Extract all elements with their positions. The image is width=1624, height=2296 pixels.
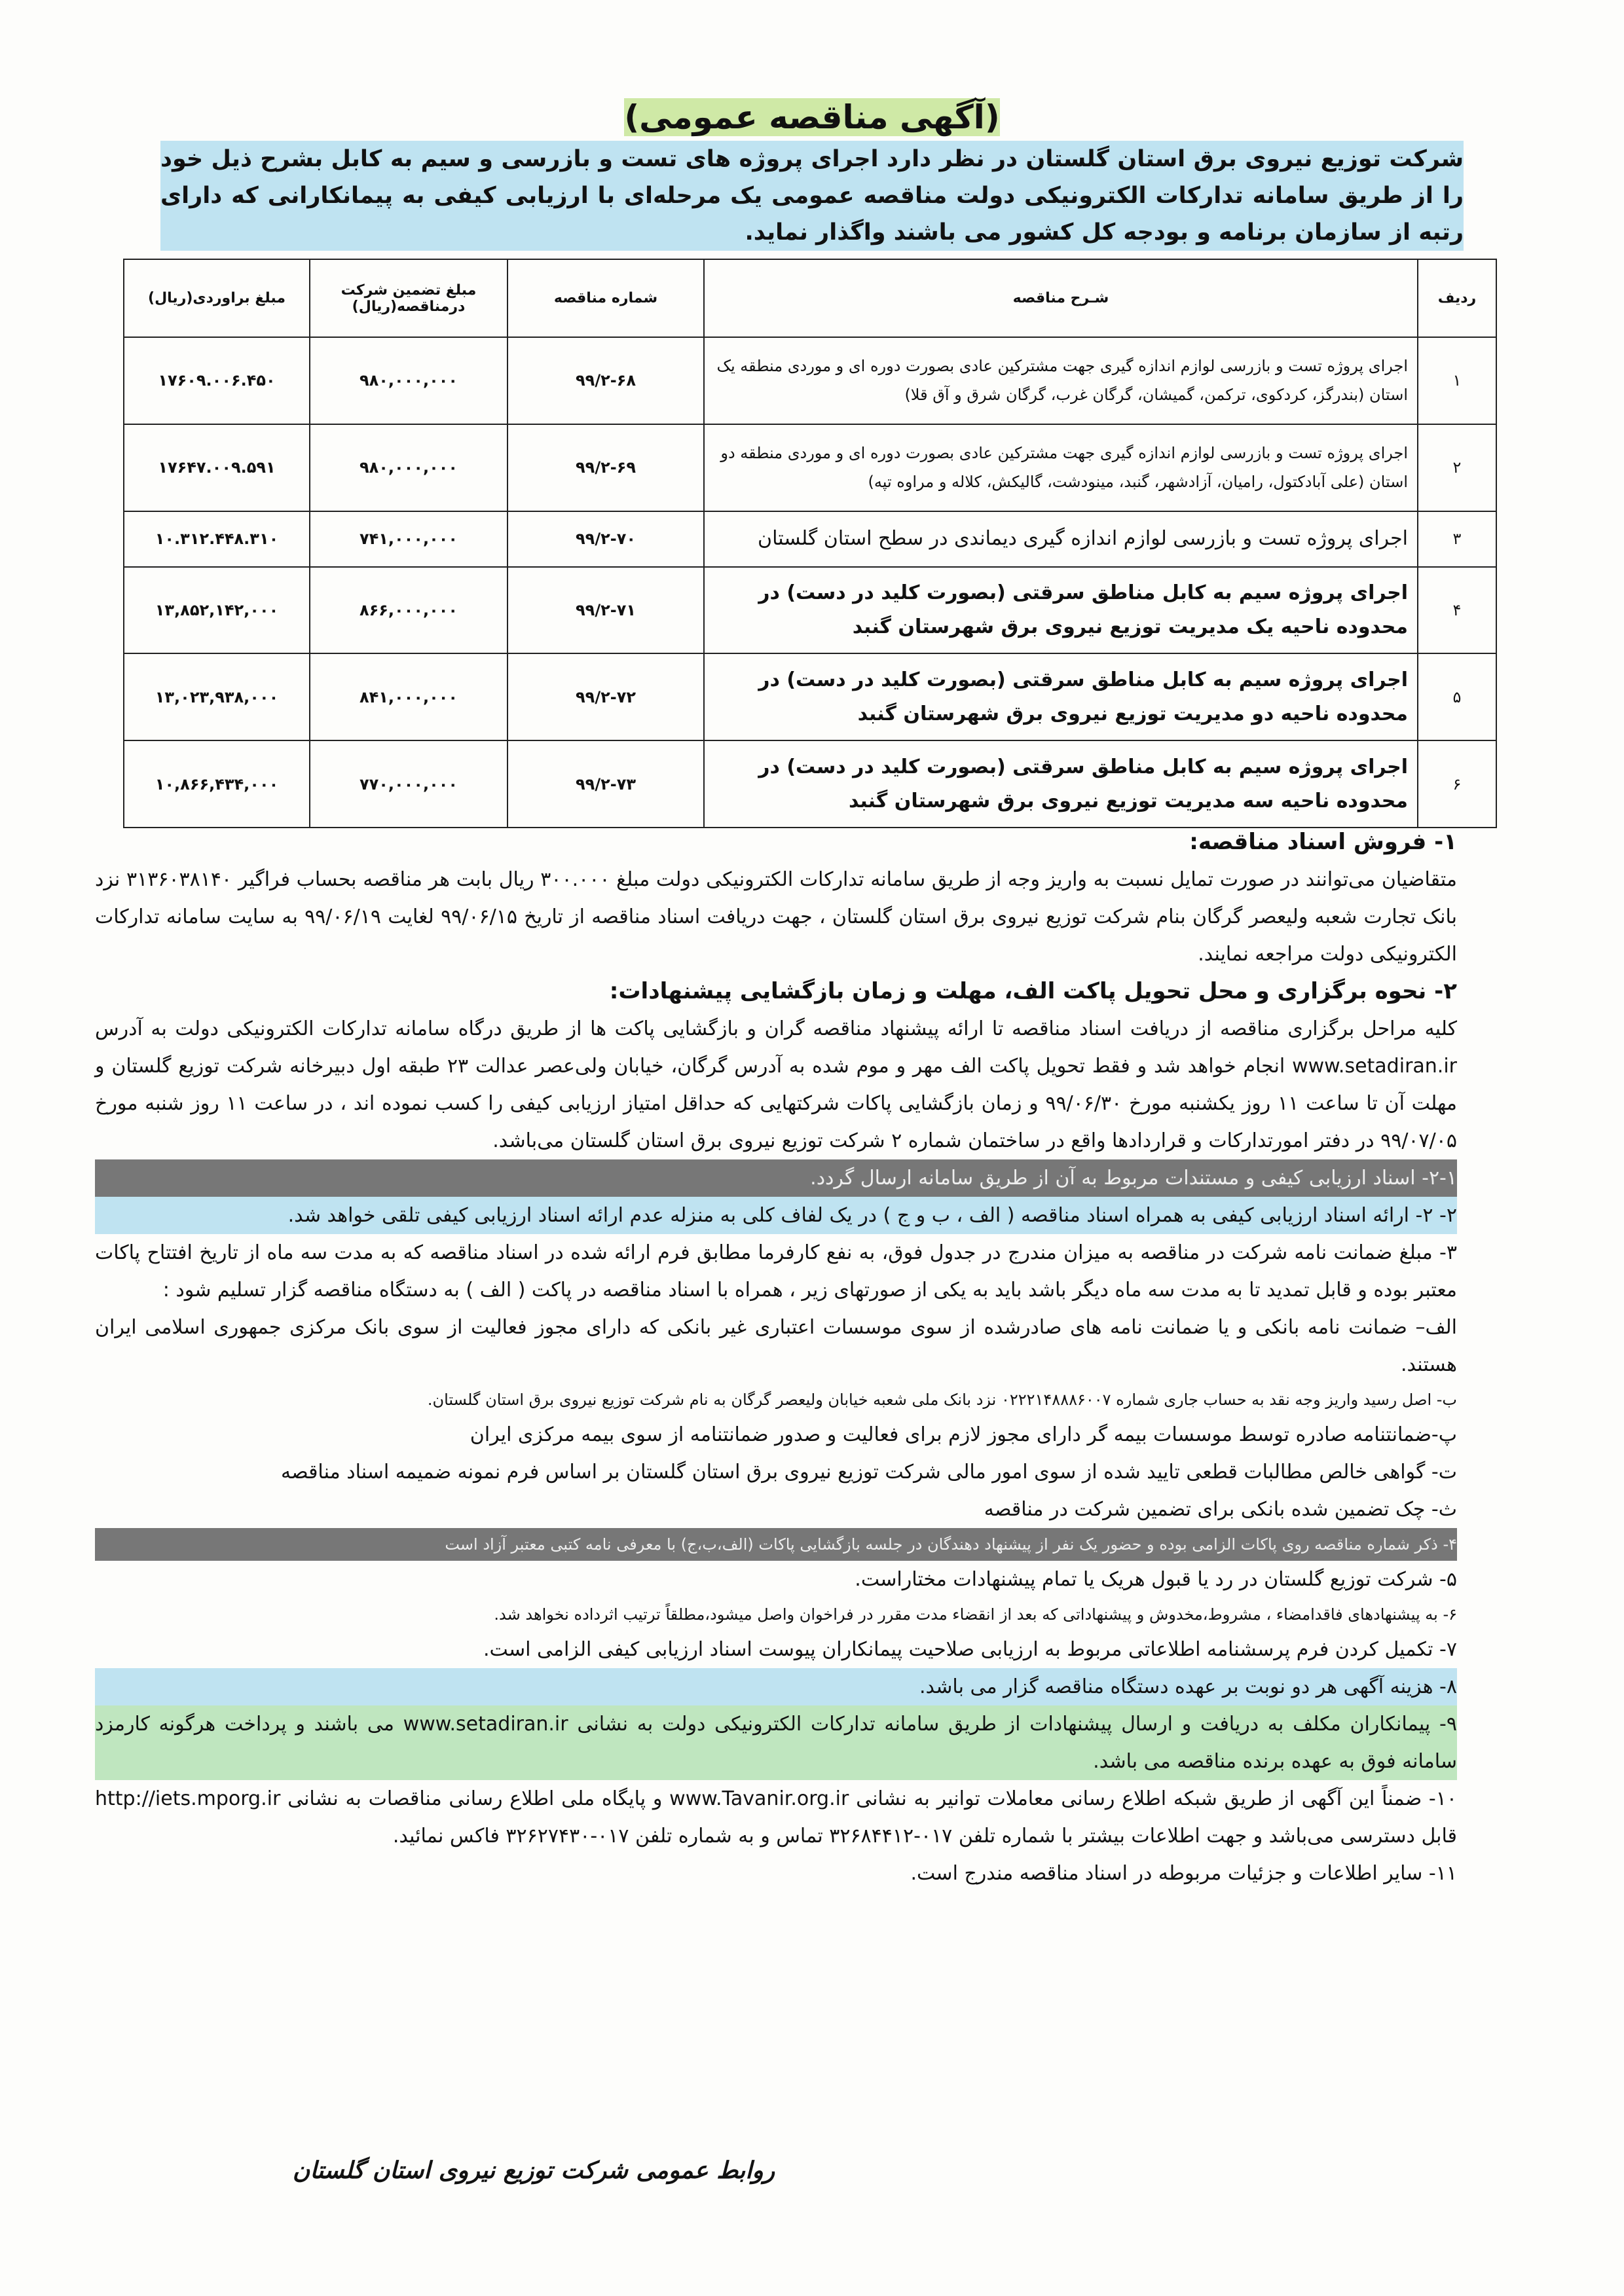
row-tender-number: ۹۹/۲-۶۸	[507, 337, 704, 424]
section-3-pe: پ-ضمانتنامه صادره توسط موسسات بیمه گر دارای مجوز لازم برای فعالیت و صدور ضمانتنامه از سوی بیمه مرکزی ایران	[470, 1423, 1457, 1446]
section-5: ۵- شرکت توزیع گلستان در رد یا قبول هریک یا تمام پیشنهادات مختاراست.	[855, 1568, 1457, 1591]
row-estimate: ۱۰.۳۱۲.۴۴۸.۳۱۰	[124, 511, 310, 567]
row-estimate: ۱۷۶۴۷.۰۰۹.۵۹۱	[124, 424, 310, 511]
table-row	[124, 653, 1496, 740]
header-tender-number: شماره مناقصه	[507, 259, 704, 337]
table-row	[124, 740, 1496, 828]
row-number: ۱	[1418, 337, 1496, 424]
row-description: اجرای پروژه تست و بازرسی لوازم اندازه گیری دیماندی در سطح استان گلستان	[704, 511, 1418, 567]
row-description: اجرای پروژه تست و بازرسی لوازم اندازه گیری جهت مشترکین عادی بصورت دوره ای و موردی منطقه یک استان (بندرگز، کردکوی، ترکمن، گمیشان، گرگان غرب، گرگان شرق و آق قلا)	[704, 337, 1418, 424]
row-description: اجرای پروژه سیم به کابل مناطق سرقتی (بصورت کلید در دست) در محدوده ناحیه سه مدیریت توزیع نیروی برق شهرستان گنبد	[704, 740, 1418, 828]
row-estimate: ۱۳,۸۵۲,۱۴۲,۰۰۰	[124, 567, 310, 654]
section-11: ۱۱- سایر اطلاعات و جزئیات مربوطه در اسناد مناقصه مندرج است.	[910, 1862, 1457, 1885]
section-3-te: ت- گواهی خالص مطالبات قطعی تایید شده از سوی امور مالی شرکت توزیع نیروی برق استان گلستان بر اساس فرم نمونه ضمیمه اسناد مناقصه	[280, 1461, 1457, 1484]
header-description: شـرح مناقصه	[704, 259, 1418, 337]
row-estimate: ۱۳,۰۲۳,۹۳۸,۰۰۰	[124, 653, 310, 740]
section-3-se: ث- چک تضمین شده بانکی برای تضمین شرکت در مناقصه	[984, 1498, 1457, 1521]
section-2-title: ۲- نحوه برگزاری و محل تحویل پاکت الف، مهلت و زمان بازگشایی پیشنهادات:	[609, 978, 1457, 1004]
section-10: ۱۰- ضمناً این آگهی از طریق شبکه اطلاع رسانی معاملات توانیر به نشانی www.Tavanir.org.ir و پایگاه ملی اطلاع رسانی مناقصات به نشانی http://iets.mporg.ir قابل دسترسی می‌باشد و جهت اطلاعات بیشتر با شماره تلفن ۰۱۷-۳۲۶۸۴۴۱۲ تماس و به شماره تلفن ۰۱۷-۳۲۶۲۷۴۳۰ فاکس نمائید.	[95, 1787, 1457, 1848]
intro-paragraph: شرکت توزیع نیروی برق استان گلستان در نظر دارد اجرای پروژه های تست و بازرسی و سیم به کابل بشرح ذیل خود را از طریق سامانه تدارکات الکترونیکی دولت مناقصه عمومی یک مرحله‌ای با ارزیابی کیفی به پیمانکارانی که دارای رتبه از سازمان برنامه و بودجه کل کشور می باشند واگذار نماید.	[160, 141, 1464, 251]
section-2-1: ۲-۱- اسناد ارزیابی کیفی و مستندات مربوط به آن از طریق سامانه ارسال گردد.	[95, 1159, 1457, 1197]
section-1-title: ۱- فروش اسناد مناقصه:	[1189, 829, 1457, 855]
row-tender-number: ۹۹/۲-۷۳	[507, 740, 704, 828]
header-row-number: ردیف	[1418, 259, 1496, 337]
footer-signature: روابط عمومی شرکت توزیع نیروی استان گلستان	[292, 2157, 775, 2184]
row-number: ۲	[1418, 424, 1496, 511]
row-guarantee: ۹۸۰,۰۰۰,۰۰۰	[310, 337, 507, 424]
section-2-2: ۲- ۲- ارائه اسناد ارزیابی کیفی به همراه اسناد مناقصه ( الف ، ب و ج ) در یک لفاف کلی به منزله عدم ارائه اسناد ارزیابی کیفی تلقی خواهد شد.	[95, 1197, 1457, 1234]
header-estimate: مبلغ براوردی(ریال)	[124, 259, 310, 337]
row-estimate: ۱۷۶۰۹.۰۰۶.۴۵۰	[124, 337, 310, 424]
row-tender-number: ۹۹/۲-۷۰	[507, 511, 704, 567]
section-2-body: کلیه مراحل برگزاری مناقصه از دریافت اسناد مناقصه تا ارائه پیشنهاد مناقصه گران و بازگشایی پاکت ها از طریق درگاه سامانه تدارکات الکترونیکی دولت به آدرس www.setadiran.ir انجام خواهد شد و فقط تحویل پاکت الف مهر و موم شده به آدرس گرگان، خیابان ولی‌عصر عدالت ۲۳ طبقه اول دبیرخانه شرکت توزیع گلستان و مهلت آن تا ساعت ۱۱ روز یکشنبه مورخ ۹۹/۰۶/۳۰ و زمان بازگشایی پاکات شرکتهایی که حداقل امتیاز ارزیابی کیفی را کسب نموده اند ، در ساعت ۱۱ روز شنبه مورخ ۹۹/۰۷/۰۵ در دفتر امورتدارکات و قراردادها واقع در ساختمان شماره ۲ شرکت توزیع نیروی برق استان گلستان می‌باشد.	[95, 1017, 1458, 1152]
table-row	[124, 567, 1496, 654]
section-4: ۴- ذکر شماره مناقصه روی پاکات الزامی بوده و حضور یک نفر از پیشنهاد دهندگان در جلسه بازگشایی پاکات (الف،ب،ج) با معرفی نامه کتبی معتبر آزاد است	[95, 1528, 1457, 1561]
row-description: اجرای پروژه تست و بازرسی لوازم اندازه گیری جهت مشترکین عادی بصورت دوره ای و موردی منطقه دو استان (علی آبادکتول، رامیان، آزادشهر، گنبد، مینودشت، گالیکش، کلاله و مراوه تپه)	[704, 424, 1418, 511]
tenders-table	[123, 259, 1497, 828]
row-tender-number: ۹۹/۲-۶۹	[507, 424, 704, 511]
section-8: ۸- هزینه آگهی هر دو نوبت بر عهده دستگاه مناقصه گزار می باشد.	[95, 1668, 1457, 1705]
section-1-body: متقاضیان می‌توانند در صورت تمایل نسبت به واریز وجه از طریق سامانه تدارکات الکترونیکی دولت مبلغ ۳۰۰.۰۰۰ ریال بابت هر مناقصه بحساب فراگیر ۳۱۳۶۰۳۸۱۴۰ نزد بانک تجارت شعبه ولیعصر گرگان بنام شرکت توزیع نیروی برق استان گلستان ، جهت دریافت اسناد مناقصه از تاریخ ۹۹/۰۶/۱۵ لغایت ۹۹/۰۶/۱۹ به سایت سامانه تدارکات الکترونیکی دولت مراجعه نمایند.	[95, 868, 1458, 966]
header-guarantee: مبلغ تضمین شرکت درمناقصه(ریال)	[310, 259, 507, 337]
page-title	[0, 98, 1624, 136]
row-guarantee: ۸۶۶,۰۰۰,۰۰۰	[310, 567, 507, 654]
row-tender-number: ۹۹/۲-۷۲	[507, 653, 704, 740]
row-guarantee: ۸۴۱,۰۰۰,۰۰۰	[310, 653, 507, 740]
notice-sections	[95, 824, 1457, 1892]
section-9: ۹- پیمانکاران مکلف به دریافت و ارسال پیشنهادات از طریق سامانه تدارکات الکترونیکی دولت به نشانی www.setadiran.ir می باشند و پرداخت هرگونه کارمزد سامانه فوق به عهده برنده مناقصه می باشد.	[95, 1705, 1457, 1780]
row-number: ۶	[1418, 740, 1496, 828]
row-number: ۵	[1418, 653, 1496, 740]
table-header-row	[124, 259, 1496, 337]
row-guarantee: ۹۸۰,۰۰۰,۰۰۰	[310, 424, 507, 511]
section-7: ۷- تکمیل کردن فرم پرسشنامه اطلاعاتی مربوط به ارزیابی صلاحیت پیمانکاران پیوست اسناد ارزیابی کیفی الزامی است.	[483, 1638, 1457, 1661]
table-row	[124, 337, 1496, 424]
section-3: ۳- مبلغ ضمانت نامه شرکت در مناقصه به میزان مندرج در جدول فوق، به نفع کارفرما مطابق فرم ارائه شده در اسناد مناقصه که به مدت سه ماه از تاریخ افتتاح پاکات معتبر بوده و قابل تمدید تا به مدت سه ماه دیگر باشد باید به یکی از صورتهای زیر ، همراه با اسناد مناقصه در پاکت ( الف ) به دستگاه مناقصه گزار تسلیم شود :	[95, 1241, 1457, 1302]
section-3-alef: الف– ضمانت نامه بانکی و یا ضمانت نامه های صادرشده از سوی موسسات اعتباری غیر بانکی که دارای مجوز فعالیت از سوی بانک مرکزی جمهوری اسلامی ایران هستند.	[95, 1316, 1457, 1376]
row-estimate: ۱۰,۸۶۶,۴۳۴,۰۰۰	[124, 740, 310, 828]
table-row	[124, 424, 1496, 511]
row-guarantee: ۷۷۰,۰۰۰,۰۰۰	[310, 740, 507, 828]
row-tender-number: ۹۹/۲-۷۱	[507, 567, 704, 654]
table-row	[124, 511, 1496, 567]
row-number: ۳	[1418, 511, 1496, 567]
row-guarantee: ۷۴۱,۰۰۰,۰۰۰	[310, 511, 507, 567]
row-description: اجرای پروژه سیم به کابل مناطق سرقتی (بصورت کلید در دست) در محدوده ناحیه دو مدیریت توزیع نیروی برق شهرستان گنبد	[704, 653, 1418, 740]
section-3-be: ب- اصل رسید واریز وجه نقد به حساب جاری شماره ۰۲۲۲۱۴۸۸۸۶۰۰۷ نزد بانک ملی شعبه خیابان ولیعصر گرگان به نام شرکت توزیع نیروی برق استان گلستان.	[427, 1391, 1457, 1409]
section-6: ۶- به پیشنهادهای فاقدامضاء ، مشروط،مخدوش و پیشنهاداتی که بعد از انقضاء مدت مقرر در فراخوان واصل میشود،مطلقاً ترتیب اثرداده نخواهد شد.	[494, 1605, 1457, 1624]
title-text: (آگهی مناقصه عمومی)	[624, 98, 1000, 136]
row-description: اجرای پروژه سیم به کابل مناطق سرقتی (بصورت کلید در دست) در محدوده ناحیه یک مدیریت توزیع نیروی برق شهرستان گنبد	[704, 567, 1418, 654]
row-number: ۴	[1418, 567, 1496, 654]
